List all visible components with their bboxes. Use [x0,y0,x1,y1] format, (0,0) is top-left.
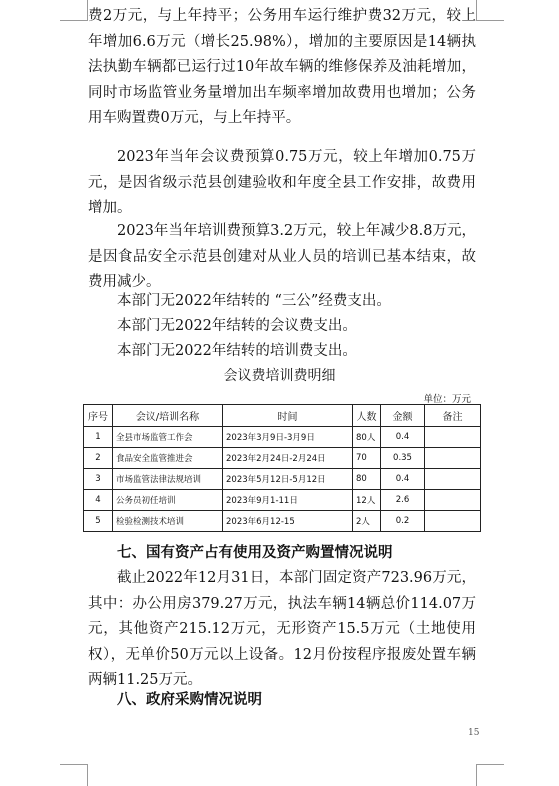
table-row [84,511,481,532]
paragraph-vehicle-costs: 费2万元，与上年持平；公务用车运行维护费32万元，较上年增加6.6万元（增长25.98%），增加的主要原因是14辆执法执勤车辆都已运行过10年故车辆的维修保养及油耗增加，同时市场监管业务量增加出车频率增加故费用也增加；公务用车购置费0万元，与上年持平。 [88,8,476,126]
cell-amount: 0.35 [381,448,425,469]
cell-index: 1 [84,427,113,448]
page-number: 15 [468,728,480,738]
cell-remarks [425,490,481,511]
cell-name: 全县市场监管工作会 [113,427,223,448]
cell-index: 5 [84,511,113,532]
table-header-row [84,405,481,427]
table-row [84,448,481,469]
cell-time: 2023年3月9日-3月9日 [223,427,353,448]
cell-remarks [425,448,481,469]
crop-mark-bl-h [60,764,88,765]
header-amount: 金额 [381,405,425,427]
cell-amount: 0.4 [381,469,425,490]
paragraph-meeting-budget: 2023年当年会议费预算0.75万元，较上年增加0.75万元，是因省级示范县创建验收和年度全县工作安排，故费用增加。 [88,149,476,216]
section-heading-procurement: 八、政府采购情况说明 [117,692,262,708]
cell-remarks [425,511,481,532]
cell-time: 2023年2月24日-2月24日 [223,448,353,469]
cell-time: 2023年6月12-15 [223,511,353,532]
cell-amount: 2.6 [381,490,425,511]
header-remarks: 备注 [425,405,481,427]
table-row [84,427,481,448]
header-people: 人数 [353,405,381,427]
paragraph-no-carryover-three-public: 本部门无2022年结转的 “三公”经费支出。 [117,293,391,309]
table-unit: 单位：万元 [423,394,471,405]
paragraph-no-carryover-meeting: 本部门无2022年结转的会议费支出。 [117,318,357,334]
paragraph-no-carryover-training: 本部门无2022年结转的培训费支出。 [117,343,357,359]
cell-name: 公务员初任培训 [113,490,223,511]
table-row [84,490,481,511]
cell-amount: 0.4 [381,427,425,448]
crop-mark-tr-v [476,0,477,20]
section-heading-assets: 七、国有资产占有使用及资产购置情况说明 [117,545,393,561]
paragraph-training-budget: 2023年当年培训费预算3.2万元，较上年减少8.8万元，是因食品安全示范县创建对从业人员的培训已基本结束，故费用减少。 [88,223,476,290]
cell-index: 4 [84,490,113,511]
cell-name: 市场监管法律法规培训 [113,469,223,490]
cell-index: 2 [84,448,113,469]
header-time: 时间 [223,405,353,427]
cell-people: 70 [353,448,381,469]
crop-mark-tl-h [60,20,88,21]
crop-mark-br-h [476,764,504,765]
cell-name: 检验检测技术培训 [113,511,223,532]
table-row [84,469,481,490]
cell-name: 食品安全监管推进会 [113,448,223,469]
cell-people: 80 [353,469,381,490]
cell-amount: 0.2 [381,511,425,532]
meeting-training-table [83,404,481,532]
cell-people: 80人 [353,427,381,448]
header-name: 会议/培训名称 [113,405,223,427]
cell-time: 2023年5月12日-5月12日 [223,469,353,490]
cell-people: 12人 [353,490,381,511]
cell-people: 2人 [353,511,381,532]
table-title: 会议费培训费明细 [223,368,336,384]
paragraph-assets: 截止2022年12月31日，本部门固定资产723.96万元，其中：办公用房379.27万元，执法车辆14辆总价114.07万元，其他资产215.12万元，无形资产15.5万元（土地使用权），无单价50万元以上设备。12月份按程序报废处置车辆两辆11.25万元。 [88,570,476,688]
cell-remarks [425,469,481,490]
header-index: 序号 [84,405,113,427]
crop-mark-br-v [476,764,477,786]
crop-mark-bl-v [87,764,88,786]
cell-time: 2023年9月1-11日 [223,490,353,511]
cell-remarks [425,427,481,448]
cell-index: 3 [84,469,113,490]
crop-mark-tr-h [476,20,504,21]
